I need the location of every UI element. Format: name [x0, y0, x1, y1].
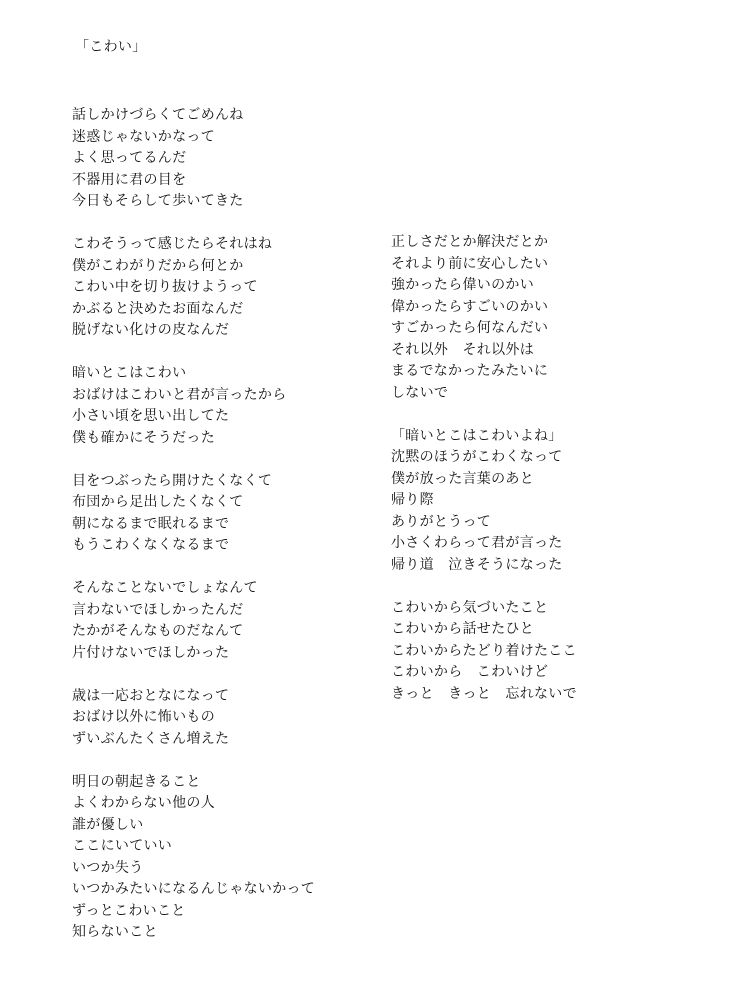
lyric-line: 僕が放った言葉のあと [391, 470, 534, 487]
lyric-line: 言わないでほしかったんだ [72, 601, 244, 618]
stanza [72, 234, 392, 342]
lyric-line: たかがそんなものだなんて [72, 623, 244, 639]
lyric-line: こわいからたどり着けたここ [391, 642, 577, 659]
lyric-line: 朝になるまで眠れるまで [72, 515, 230, 532]
lyric-line: よくわからない他の人 [72, 795, 215, 811]
lyric-line: こわいから話せたひと [391, 621, 534, 637]
lyric-line: かぶると決めたお面なんだ [72, 300, 244, 317]
stanza [391, 426, 711, 577]
lyric-line: 正しさだとか解決だとか [391, 234, 549, 250]
lyric-line: 話しかけづらくてごめんね [72, 107, 244, 123]
lyric-line: きっと きっと 忘れないで [391, 685, 577, 702]
lyric-line: よく思ってるんだ [72, 150, 187, 166]
lyric-line: こわそうって感じたらそれはね [72, 236, 273, 252]
lyric-line: 「暗いとこはこわいよね」 [391, 427, 563, 444]
stanza [72, 363, 392, 449]
lyric-line: こわい中を切り抜けようって [72, 279, 258, 295]
lyric-line: ここにいていい [72, 838, 173, 854]
lyric-line: まるでなかったみたいに [391, 363, 549, 379]
stanza [72, 772, 392, 944]
lyric-line: ありがとうって [391, 513, 492, 530]
stanza [72, 686, 392, 751]
lyric-line: こわいから気づいたこと [391, 599, 549, 616]
lyric-line: 歳は一応おとなになって [72, 687, 230, 704]
lyric-line: そんなことないでしょなんて [72, 580, 258, 596]
stanza [391, 232, 711, 404]
lyric-line: 目をつぶったら開けたくなくて [72, 472, 273, 489]
lyric-line: すごかったら何なんだい [391, 320, 549, 336]
lyric-line: 迷惑じゃないかなって [72, 128, 215, 145]
lyric-line: 知らないこと [72, 924, 158, 940]
stanza [72, 105, 392, 213]
lyric-line: 帰り際 [391, 492, 434, 508]
lyric-line: 不器用に君の目を [72, 171, 187, 188]
lyric-line: それ以外 それ以外は [391, 341, 534, 358]
lyric-line: ずっとこわいこと [72, 902, 186, 919]
lyric-line: 片付けないでほしかった [72, 644, 230, 661]
stanza [72, 578, 392, 664]
lyric-line: こわいから こわいけど [391, 664, 549, 680]
lyric-line: いつかみたいになるんじゃないかって [72, 881, 316, 897]
lyric-line: 小さい頃を思い出してた [72, 408, 230, 424]
lyric-line: もうこわくなくなるまで [72, 537, 230, 553]
lyric-line: おばけ以外に怖いもの [72, 709, 215, 725]
lyric-line: しないで [391, 384, 449, 401]
lyric-line: おばけはこわいと君が言ったから [72, 386, 287, 403]
lyric-line: 帰り道 泣きそうになった [391, 556, 563, 573]
lyric-line: 誰が優しい [72, 816, 144, 833]
lyric-line: 明日の朝起きること [72, 773, 201, 790]
lyric-line: 暗いとこはこわい [72, 365, 187, 381]
lyric-line: 小さくわらって君が言った [391, 535, 563, 551]
lyric-line: 布団から足出したくなくて [72, 494, 244, 510]
lyric-line: 沈黙のほうがこわくなって [391, 449, 563, 465]
lyric-line: ずいぶんたくさん増えた [72, 730, 230, 747]
right-column [391, 232, 711, 727]
lyric-line: それより前に安心したい [391, 255, 549, 272]
lyric-line: 強かったら偉いのかい [391, 277, 534, 293]
lyric-line: 僕がこわがりだから何とか [72, 257, 244, 274]
lyric-line: 偉かったらすごいのかい [391, 298, 549, 315]
stanza [391, 598, 711, 706]
page-title: 「こわい」 [75, 39, 147, 55]
lyric-line: 僕も確かにそうだった [72, 429, 215, 446]
lyric-line: いつか失う [72, 859, 144, 876]
lyric-line: 今日もそらして歩いてきた [72, 193, 244, 209]
lyric-line: 脱げない化けの皮なんだ [72, 322, 230, 338]
stanza [72, 471, 392, 557]
left-column [72, 105, 392, 965]
